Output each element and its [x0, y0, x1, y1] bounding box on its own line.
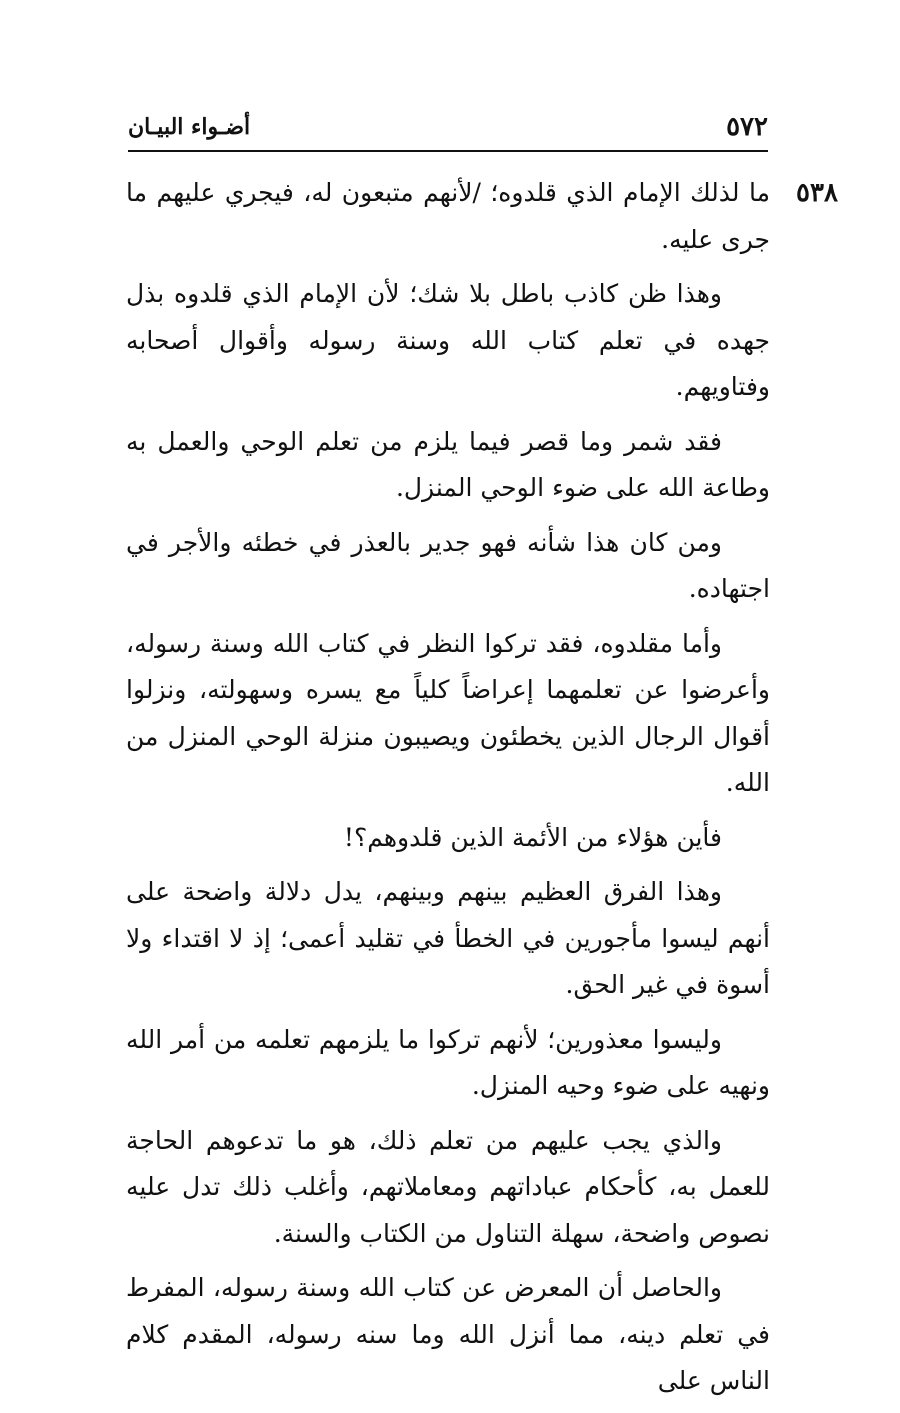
paragraph: فأين هؤلاء من الأئمة الذين قلدوهم؟! — [343, 822, 722, 852]
paragraph: وليسوا معذورين؛ لأنهم تركوا ما يلزمهم تعلمه من أمر الله ونهيه على ضوء وحيه المنزل. — [126, 1024, 770, 1100]
paragraph: وهذا الفرق العظيم بينهم وبينهم، يدل دلالة واضحة على أنهم ليسوا مأجورين في الخطأ في تقليد أعمى؛ إذ لا اقتداء ولا أسوة في غير الحق. — [126, 877, 770, 999]
margin-page-reference: ٥٣٨ — [796, 178, 838, 208]
paragraph: وأما مقلدوه، فقد تركوا النظر في كتاب الله وسنة رسوله، وأعرضوا عن تعلمهما إعراضاً كلياً مع يسره وسهولته، ونزلوا أقوال الرجال الذين يخطئون ويصيبون منزلة الوحي المنزل من الله. — [126, 628, 770, 797]
paragraph: فقد شمر وما قصر فيما يلزم من تعلم الوحي والعمل به وطاعة الله على ضوء الوحي المنزل. — [126, 426, 770, 502]
paragraph: والحاصل أن المعرض عن كتاب الله وسنة رسوله، المفرط في تعلم دينه، مما أنزل الله وما سنه رسوله، المقدم كلام الناس على — [126, 1273, 770, 1395]
page-number: ٥٧٢ — [726, 112, 768, 142]
main-text — [126, 170, 770, 1413]
paragraph: والذي يجب عليهم من تعلم ذلك، هو ما تدعوهم الحاجة للعمل به، كأحكام عباداتهم ومعاملاتهم، وأغلب ذلك تدل عليه نصوص واضحة، سهلة التناول من الكتاب والسنة. — [126, 1125, 770, 1248]
paragraph: وهذا ظن كاذب باطل بلا شك؛ لأن الإمام الذي قلدوه بذل جهده في تعلم كتاب الله وسنة رسوله وأقوال أصحابه وفتاويهم. — [126, 279, 770, 401]
book-title: أضـواء البيـان — [128, 114, 251, 140]
page-header — [128, 106, 768, 152]
paragraph: ومن كان هذا شأنه فهو جدير بالعذر في خطئه والأجر في اجتهاده. — [126, 527, 770, 603]
paragraph: ما لذلك الإمام الذي قلدوه؛ /لأنهم متبعون له، فيجري عليهم ما جرى عليه. — [126, 178, 770, 254]
